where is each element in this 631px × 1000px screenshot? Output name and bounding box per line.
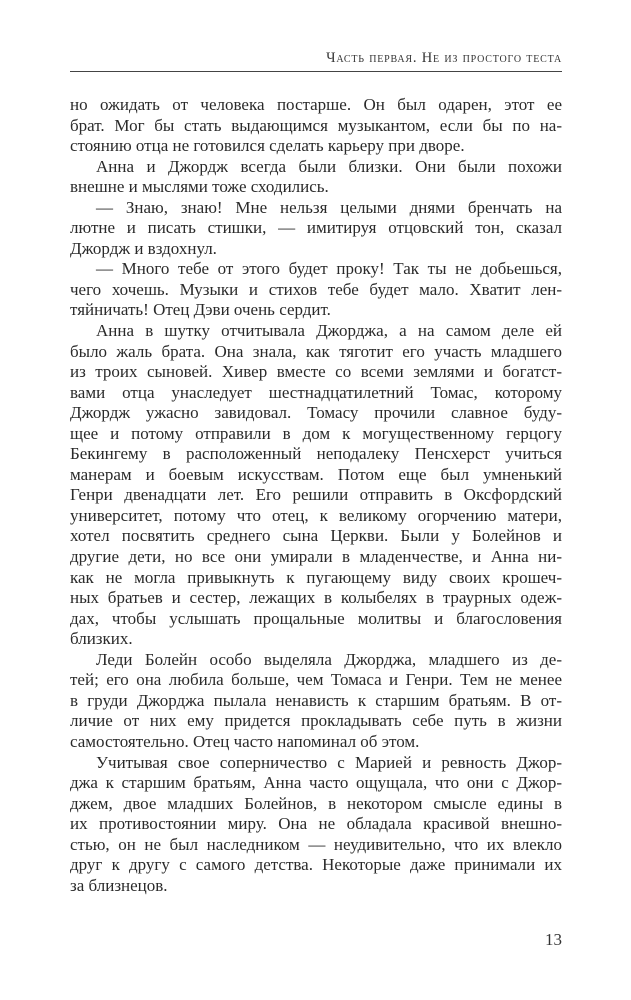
text-line: Генри двенадцати лет. Его решили отправить в Оксфордский bbox=[70, 485, 562, 505]
page-number: 13 bbox=[545, 930, 562, 949]
header-rule bbox=[70, 71, 562, 72]
text-line: Анна и Джордж всегда были близки. Они были похожи bbox=[96, 156, 562, 176]
text-line: Джордж и вздохнул. bbox=[70, 238, 217, 258]
text-line: Учитывая свое соперничество с Марией и ревность Джор- bbox=[96, 752, 562, 772]
text-line: хотел посвятить среднего сына Церкви. Были у Болейнов и bbox=[70, 526, 562, 546]
text-line: тей; его она любила больше, чем Томаса и Генри. Тем не менее bbox=[70, 670, 562, 690]
paragraph bbox=[70, 259, 562, 321]
running-head: Часть первая. Не из простого теста bbox=[326, 50, 562, 66]
body-text bbox=[70, 95, 562, 896]
text-line: самостоятельно. Отец часто напоминал об этом. bbox=[70, 731, 420, 751]
text-line: вами отца унаследует шестнадцатилетний Томас, которому bbox=[70, 382, 562, 402]
text-line: манерам и боевым искусствам. Потом еще был умненький bbox=[70, 464, 562, 484]
text-line: щее и потому отправили в дом к могущественному герцогу bbox=[70, 423, 562, 443]
text-line: Анна в шутку отчитывала Джорджа, а на самом деле ей bbox=[96, 321, 562, 341]
text-line: брат. Мог бы стать выдающимся музыкантом, если бы по на- bbox=[70, 115, 562, 135]
paragraph bbox=[70, 198, 562, 260]
text-line: за близнецов. bbox=[70, 875, 168, 895]
text-line: Джордж ужасно завидовал. Томасу прочили славное буду- bbox=[70, 403, 562, 423]
text-line: дах, чтобы услышать прощальные молитвы и благословения bbox=[70, 608, 562, 628]
paragraph bbox=[70, 321, 562, 650]
paragraph bbox=[70, 95, 562, 157]
text-line: тяйничать! Отец Дэви очень сердит. bbox=[70, 300, 331, 320]
text-line: университет, потому что отец, к великому огорчению матери, bbox=[70, 505, 562, 525]
text-line: другие дети, но все они умирали в младенчестве, и Анна ни- bbox=[70, 547, 562, 567]
paragraph bbox=[70, 650, 562, 753]
text-line: из троих сыновей. Хивер вместе со всеми землями и богатст- bbox=[70, 362, 562, 382]
text-line: стоянию отца не готовился сделать карьеру при дворе. bbox=[70, 136, 465, 156]
text-line: как не могла привыкнуть к пугающему виду своих крошеч- bbox=[70, 567, 562, 587]
text-line: — Знаю, знаю! Мне нельзя целыми днями бренчать на bbox=[96, 197, 562, 217]
text-line: Бекингему в расположенный неподалеку Пенсхерст учиться bbox=[70, 444, 562, 464]
text-line: — Много тебе от этого будет проку! Так ты не добьешься, bbox=[96, 259, 562, 279]
paragraph bbox=[70, 753, 562, 897]
text-line: лютне и писать стишки, — имитируя отцовский тон, сказал bbox=[70, 218, 562, 238]
text-line: но ожидать от человека постарше. Он был одарен, этот ее bbox=[70, 95, 562, 114]
text-line: джа к старшим братьям, Анна часто ощущала, что они с Джор- bbox=[70, 773, 562, 793]
text-line: ных братьев и сестер, лежащих в колыбелях в траурных одеж- bbox=[70, 588, 562, 608]
text-line: было жаль брата. Она знала, как тяготит его участь младшего bbox=[70, 341, 562, 361]
text-line: Леди Болейн особо выделяла Джорджа, младшего из де- bbox=[96, 649, 562, 669]
text-line: стью, он не был наследником — неудивительно, что их влекло bbox=[70, 834, 562, 854]
text-line: близких. bbox=[70, 629, 133, 649]
text-line: в груди Джорджа пылала ненависть к старшим братьям. В от- bbox=[70, 690, 562, 710]
paragraph bbox=[70, 157, 562, 198]
text-line: чего хочешь. Музыки и стихов тебе будет мало. Хватит лен- bbox=[70, 279, 562, 299]
text-line: друг к другу с самого детства. Некоторые даже принимали их bbox=[70, 855, 562, 875]
text-line: их противостоянии миру. Она не обладала красивой внешно- bbox=[70, 814, 562, 834]
text-line: джем, двое младших Болейнов, в некотором смысле едины в bbox=[70, 793, 562, 813]
text-line: личие от них ему придется прокладывать себе путь в жизни bbox=[70, 711, 562, 731]
text-line: внешне и мыслями тоже сходились. bbox=[70, 177, 329, 197]
